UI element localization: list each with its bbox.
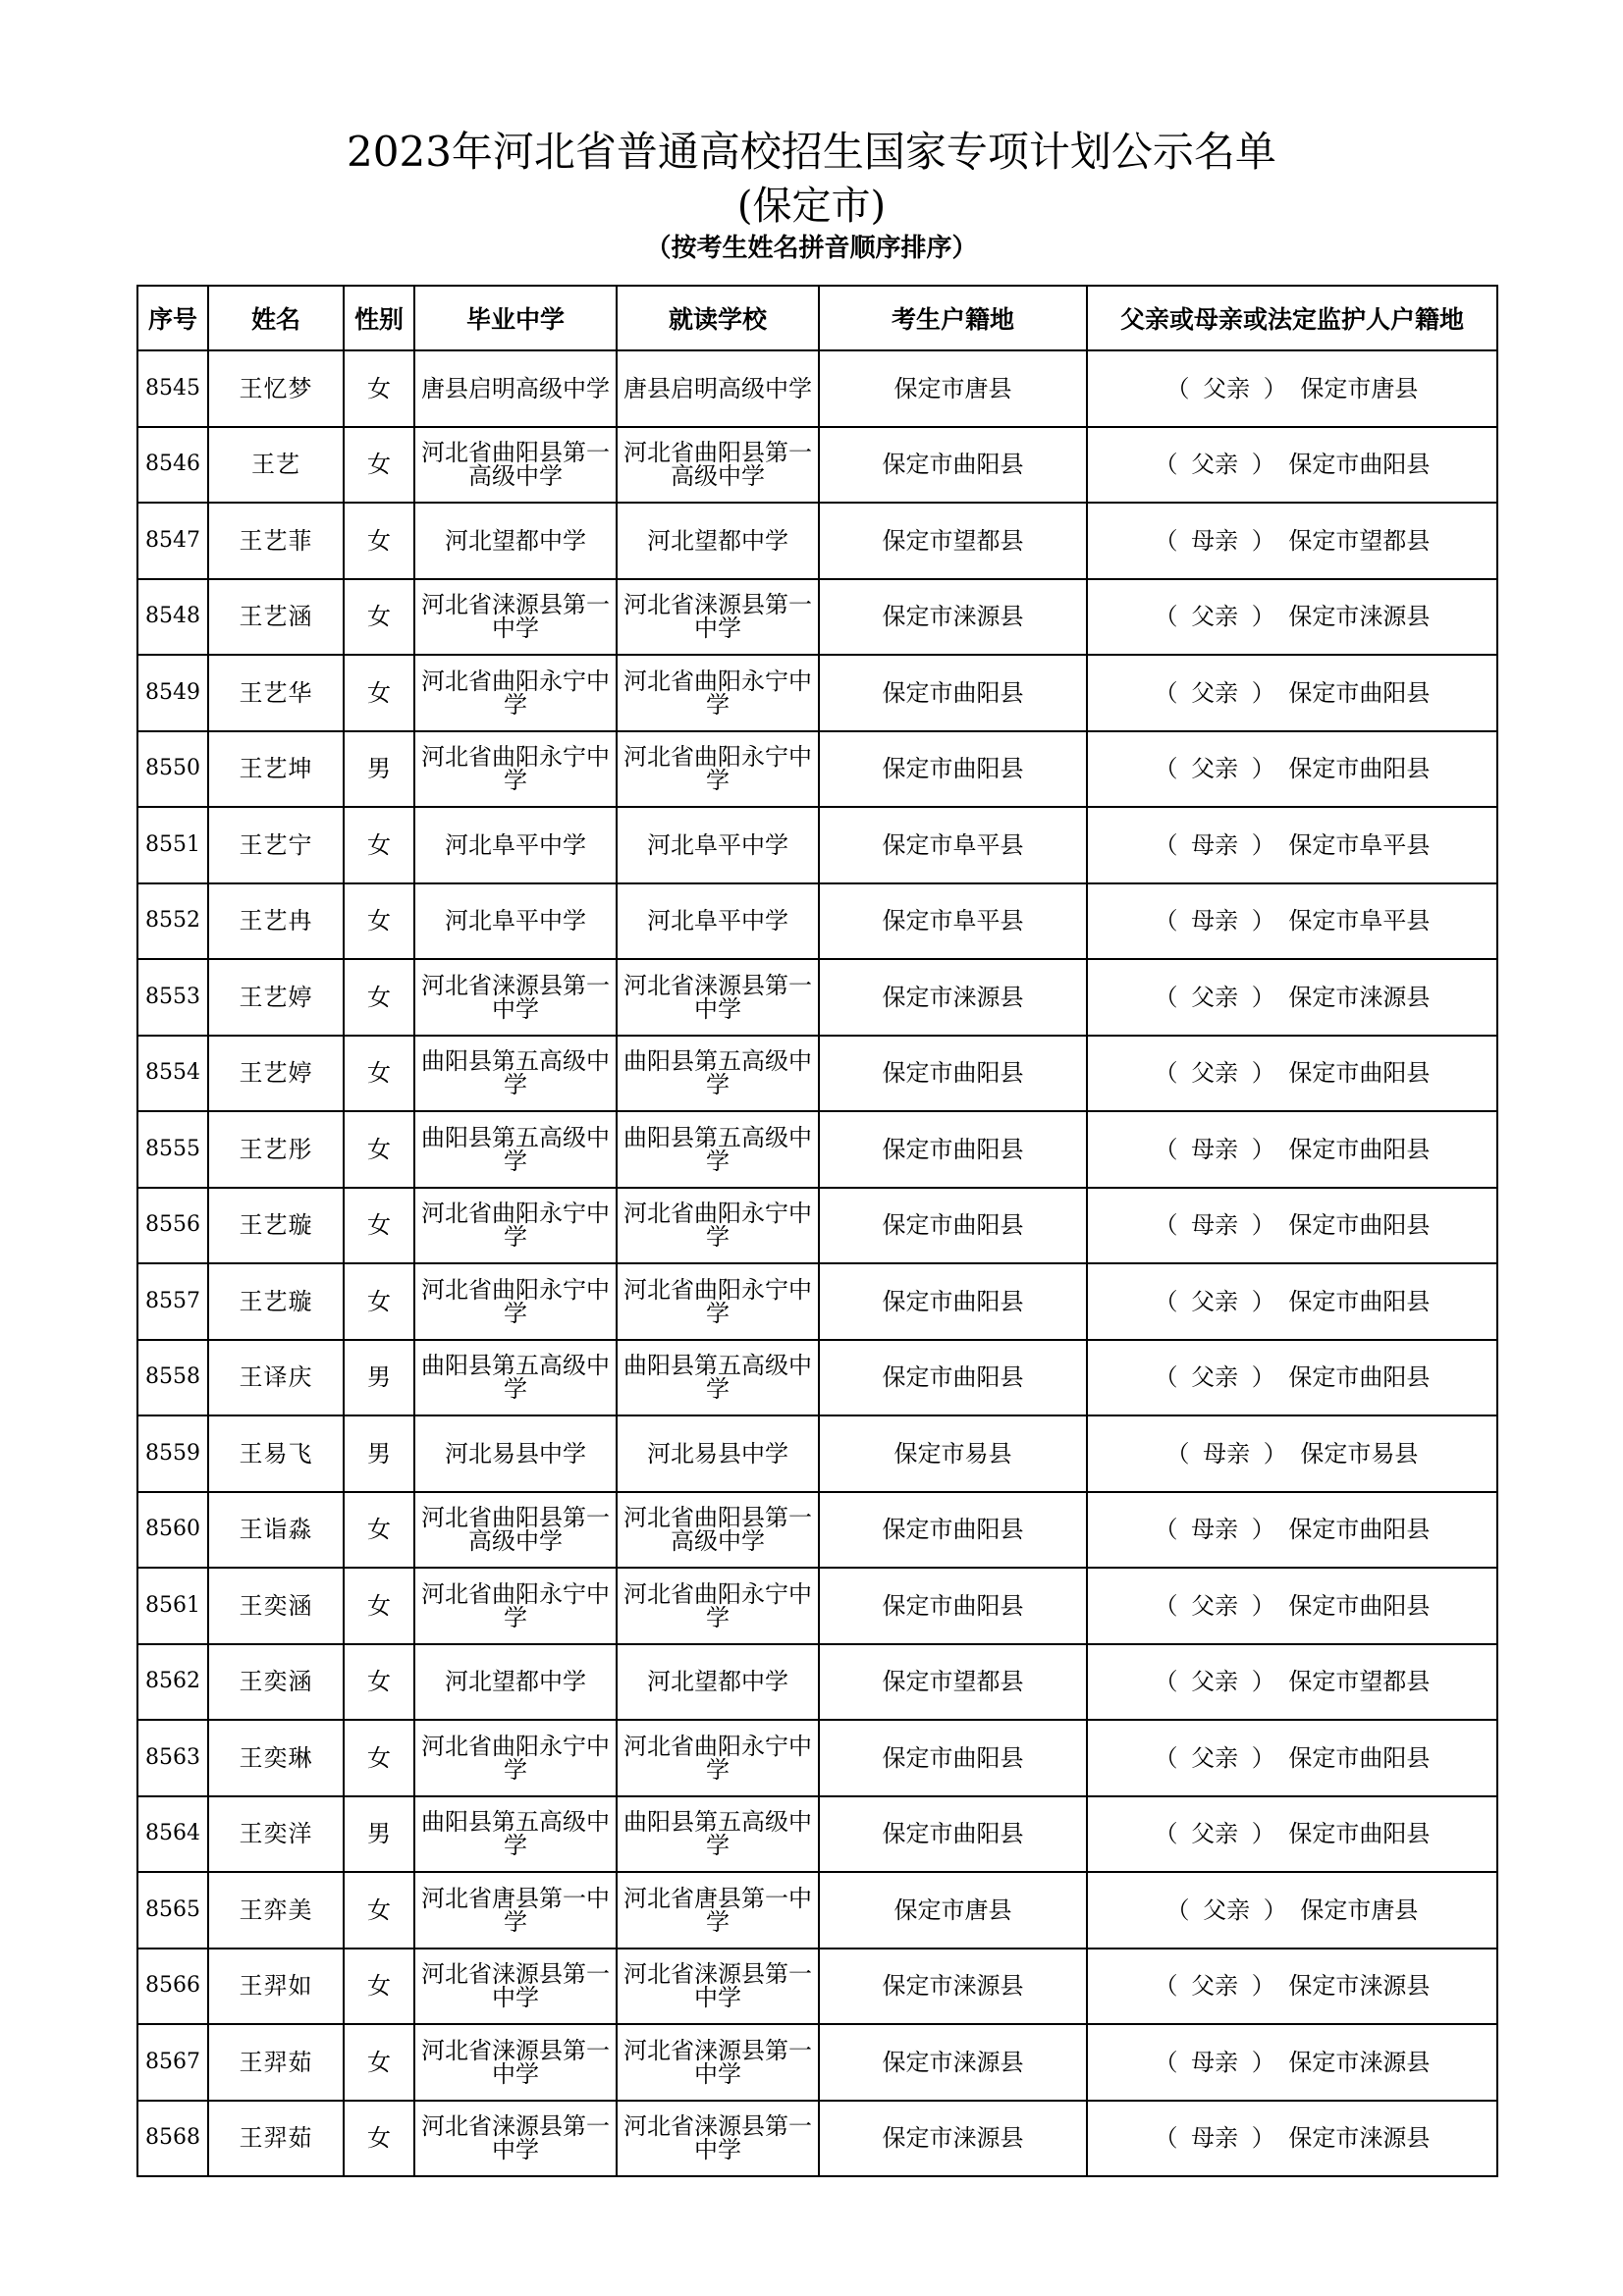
cell-current-school: 河北省曲阳永宁中学 [617, 1188, 819, 1264]
cell-household-registration: 保定市曲阳县 [819, 731, 1087, 808]
cell-household-registration: 保定市曲阳县 [819, 1796, 1087, 1873]
cell-graduated-school: 河北省涞源县第一中学 [414, 959, 617, 1036]
table-row [137, 1492, 1497, 1569]
cell-guardian-registration: （ 父亲 ） 保定市涞源县 [1087, 959, 1497, 1036]
cell-current-school: 河北阜平中学 [617, 883, 819, 960]
cell-gender: 女 [344, 1872, 414, 1949]
cell-household-registration: 保定市曲阳县 [819, 1568, 1087, 1644]
col-header-gender: 性别 [344, 286, 414, 350]
cell-current-school: 河北省曲阳县第一高级中学 [617, 1492, 819, 1569]
cell-index: 8550 [137, 731, 208, 808]
cell-guardian-registration: （ 父亲 ） 保定市曲阳县 [1087, 427, 1497, 504]
col-header-guardian-registration: 父亲或母亲或法定监护人户籍地 [1087, 286, 1497, 350]
cell-household-registration: 保定市唐县 [819, 1872, 1087, 1949]
cell-index: 8565 [137, 1872, 208, 1949]
cell-graduated-school: 河北省涞源县第一中学 [414, 2101, 617, 2177]
table-row [137, 1263, 1497, 1340]
cell-household-registration: 保定市易县 [819, 1415, 1087, 1492]
cell-gender: 女 [344, 1111, 414, 1188]
cell-current-school: 曲阳县第五高级中学 [617, 1796, 819, 1873]
cell-current-school: 河北省涞源县第一中学 [617, 579, 819, 656]
cell-household-registration: 保定市唐县 [819, 350, 1087, 427]
cell-guardian-registration: （ 母亲 ） 保定市曲阳县 [1087, 1111, 1497, 1188]
table-row [137, 427, 1497, 504]
cell-graduated-school: 河北省曲阳县第一高级中学 [414, 427, 617, 504]
col-header-graduated-school: 毕业中学 [414, 286, 617, 350]
cell-household-registration: 保定市涞源县 [819, 959, 1087, 1036]
cell-household-registration: 保定市曲阳县 [819, 655, 1087, 731]
cell-household-registration: 保定市阜平县 [819, 883, 1087, 960]
page-title: 2023年河北省普通高校招生国家专项计划公示名单 [347, 128, 1276, 176]
cell-name: 王艺彤 [208, 1111, 344, 1188]
cell-name: 王艺华 [208, 655, 344, 731]
cell-household-registration: 保定市望都县 [819, 1644, 1087, 1721]
cell-gender: 女 [344, 579, 414, 656]
cell-guardian-registration: （ 父亲 ） 保定市曲阳县 [1087, 1263, 1497, 1340]
cell-guardian-registration: （ 母亲 ） 保定市易县 [1087, 1415, 1497, 1492]
cell-household-registration: 保定市曲阳县 [819, 1036, 1087, 1112]
cell-gender: 女 [344, 1036, 414, 1112]
cell-gender: 男 [344, 1796, 414, 1873]
cell-index: 8563 [137, 1720, 208, 1796]
cell-guardian-registration: （ 母亲 ） 保定市望都县 [1087, 503, 1497, 579]
cell-guardian-registration: （ 父亲 ） 保定市涞源县 [1087, 579, 1497, 656]
cell-current-school: 河北省涞源县第一中学 [617, 2101, 819, 2177]
cell-current-school: 河北省唐县第一中学 [617, 1872, 819, 1949]
table-row [137, 807, 1497, 883]
table-row [137, 1568, 1497, 1644]
cell-name: 王羿茹 [208, 2024, 344, 2101]
cell-index: 8547 [137, 503, 208, 579]
cell-current-school: 河北省曲阳县第一高级中学 [617, 427, 819, 504]
cell-name: 王艺璇 [208, 1263, 344, 1340]
table-row [137, 1644, 1497, 1721]
cell-gender: 男 [344, 1415, 414, 1492]
cell-name: 王艺宁 [208, 807, 344, 883]
cell-index: 8566 [137, 1949, 208, 2025]
table-row [137, 1036, 1497, 1112]
cell-gender: 女 [344, 427, 414, 504]
cell-household-registration: 保定市曲阳县 [819, 1492, 1087, 1569]
cell-name: 王译庆 [208, 1340, 344, 1416]
cell-guardian-registration: （ 父亲 ） 保定市曲阳县 [1087, 1340, 1497, 1416]
cell-household-registration: 保定市涞源县 [819, 2024, 1087, 2101]
cell-graduated-school: 河北省涞源县第一中学 [414, 579, 617, 656]
cell-gender: 女 [344, 883, 414, 960]
cell-gender: 女 [344, 1949, 414, 2025]
cell-index: 8568 [137, 2101, 208, 2177]
cell-index: 8567 [137, 2024, 208, 2101]
cell-index: 8552 [137, 883, 208, 960]
table-row [137, 503, 1497, 579]
cell-gender: 女 [344, 807, 414, 883]
table-row [137, 959, 1497, 1036]
cell-guardian-registration: （ 父亲 ） 保定市望都县 [1087, 1644, 1497, 1721]
cell-household-registration: 保定市涞源县 [819, 1949, 1087, 2025]
cell-household-registration: 保定市涞源县 [819, 2101, 1087, 2177]
cell-index: 8548 [137, 579, 208, 656]
cell-gender: 女 [344, 1263, 414, 1340]
cell-current-school: 河北省曲阳永宁中学 [617, 1568, 819, 1644]
cell-name: 王艺璇 [208, 1188, 344, 1264]
cell-graduated-school: 河北省曲阳永宁中学 [414, 1720, 617, 1796]
cell-guardian-registration: （ 母亲 ） 保定市曲阳县 [1087, 1188, 1497, 1264]
cell-name: 王艺涵 [208, 579, 344, 656]
cell-graduated-school: 河北易县中学 [414, 1415, 617, 1492]
cell-current-school: 河北省曲阳永宁中学 [617, 731, 819, 808]
cell-household-registration: 保定市曲阳县 [819, 427, 1087, 504]
cell-gender: 女 [344, 959, 414, 1036]
cell-graduated-school: 河北省曲阳永宁中学 [414, 1568, 617, 1644]
cell-guardian-registration: （ 母亲 ） 保定市阜平县 [1087, 807, 1497, 883]
cell-graduated-school: 河北阜平中学 [414, 883, 617, 960]
cell-guardian-registration: （ 母亲 ） 保定市涞源县 [1087, 2024, 1497, 2101]
col-header-current-school: 就读学校 [617, 286, 819, 350]
table-row [137, 731, 1497, 808]
cell-household-registration: 保定市曲阳县 [819, 1188, 1087, 1264]
cell-name: 王奕琳 [208, 1720, 344, 1796]
cell-gender: 女 [344, 1720, 414, 1796]
cell-guardian-registration: （ 父亲 ） 保定市曲阳县 [1087, 731, 1497, 808]
cell-index: 8556 [137, 1188, 208, 1264]
cell-index: 8553 [137, 959, 208, 1036]
cell-name: 王忆梦 [208, 350, 344, 427]
cell-index: 8562 [137, 1644, 208, 1721]
table-row [137, 655, 1497, 731]
cell-graduated-school: 曲阳县第五高级中学 [414, 1340, 617, 1416]
cell-gender: 女 [344, 655, 414, 731]
cell-household-registration: 保定市曲阳县 [819, 1340, 1087, 1416]
cell-name: 王羿如 [208, 1949, 344, 2025]
cell-graduated-school: 曲阳县第五高级中学 [414, 1796, 617, 1873]
cell-household-registration: 保定市涞源县 [819, 579, 1087, 656]
cell-graduated-school: 唐县启明高级中学 [414, 350, 617, 427]
cell-index: 8564 [137, 1796, 208, 1873]
cell-gender: 女 [344, 1568, 414, 1644]
cell-household-registration: 保定市曲阳县 [819, 1263, 1087, 1340]
cell-index: 8551 [137, 807, 208, 883]
col-header-name: 姓名 [208, 286, 344, 350]
cell-gender: 女 [344, 1492, 414, 1569]
table-row [137, 1340, 1497, 1416]
cell-current-school: 唐县启明高级中学 [617, 350, 819, 427]
table-row [137, 2101, 1497, 2177]
cell-index: 8557 [137, 1263, 208, 1340]
cell-graduated-school: 河北望都中学 [414, 503, 617, 579]
cell-current-school: 河北省涞源县第一中学 [617, 2024, 819, 2101]
cell-current-school: 曲阳县第五高级中学 [617, 1111, 819, 1188]
cell-household-registration: 保定市曲阳县 [819, 1720, 1087, 1796]
cell-gender: 女 [344, 1644, 414, 1721]
cell-gender: 女 [344, 1188, 414, 1264]
cell-graduated-school: 河北望都中学 [414, 1644, 617, 1721]
cell-graduated-school: 河北省曲阳县第一高级中学 [414, 1492, 617, 1569]
cell-name: 王奕涵 [208, 1568, 344, 1644]
cell-current-school: 河北省曲阳永宁中学 [617, 655, 819, 731]
cell-index: 8545 [137, 350, 208, 427]
cell-guardian-registration: （ 父亲 ） 保定市涞源县 [1087, 1949, 1497, 2025]
table-row [137, 1796, 1497, 1873]
cell-index: 8558 [137, 1340, 208, 1416]
cell-index: 8555 [137, 1111, 208, 1188]
cell-gender: 男 [344, 1340, 414, 1416]
col-header-index: 序号 [137, 286, 208, 350]
table-row [137, 1720, 1497, 1796]
cell-guardian-registration: （ 父亲 ） 保定市唐县 [1087, 350, 1497, 427]
cell-name: 王艺婷 [208, 959, 344, 1036]
table-row [137, 1111, 1497, 1188]
cell-name: 王艺菲 [208, 503, 344, 579]
cell-name: 王诣淼 [208, 1492, 344, 1569]
sort-note: （按考生姓名拼音顺序排序） [645, 234, 978, 263]
cell-index: 8559 [137, 1415, 208, 1492]
cell-current-school: 河北省曲阳永宁中学 [617, 1720, 819, 1796]
cell-index: 8549 [137, 655, 208, 731]
table-row [137, 1415, 1497, 1492]
cell-household-registration: 保定市阜平县 [819, 807, 1087, 883]
cell-gender: 男 [344, 731, 414, 808]
cell-current-school: 河北省曲阳永宁中学 [617, 1263, 819, 1340]
cell-guardian-registration: （ 父亲 ） 保定市曲阳县 [1087, 1720, 1497, 1796]
cell-index: 8546 [137, 427, 208, 504]
cell-name: 王羿茹 [208, 2101, 344, 2177]
cell-current-school: 河北望都中学 [617, 503, 819, 579]
cell-name: 王易飞 [208, 1415, 344, 1492]
cell-guardian-registration: （ 父亲 ） 保定市曲阳县 [1087, 655, 1497, 731]
cell-current-school: 河北省涞源县第一中学 [617, 1949, 819, 2025]
cell-name: 王艺冉 [208, 883, 344, 960]
cell-graduated-school: 河北省曲阳永宁中学 [414, 655, 617, 731]
cell-name: 王艺婷 [208, 1036, 344, 1112]
cell-guardian-registration: （ 母亲 ） 保定市曲阳县 [1087, 1492, 1497, 1569]
cell-guardian-registration: （ 父亲 ） 保定市曲阳县 [1087, 1796, 1497, 1873]
cell-current-school: 曲阳县第五高级中学 [617, 1340, 819, 1416]
cell-current-school: 河北省涞源县第一中学 [617, 959, 819, 1036]
cell-current-school: 曲阳县第五高级中学 [617, 1036, 819, 1112]
page-subtitle: (保定市) [736, 184, 887, 229]
cell-current-school: 河北阜平中学 [617, 807, 819, 883]
cell-guardian-registration: （ 父亲 ） 保定市唐县 [1087, 1872, 1497, 1949]
cell-name: 王艺坤 [208, 731, 344, 808]
cell-name: 王弈美 [208, 1872, 344, 1949]
cell-index: 8554 [137, 1036, 208, 1112]
cell-name: 王艺 [208, 427, 344, 504]
cell-household-registration: 保定市望都县 [819, 503, 1087, 579]
cell-index: 8560 [137, 1492, 208, 1569]
roster-table [136, 285, 1498, 2177]
cell-guardian-registration: （ 母亲 ） 保定市涞源县 [1087, 2101, 1497, 2177]
cell-graduated-school: 河北省涞源县第一中学 [414, 1949, 617, 2025]
cell-graduated-school: 河北阜平中学 [414, 807, 617, 883]
cell-graduated-school: 河北省唐县第一中学 [414, 1872, 617, 1949]
cell-index: 8561 [137, 1568, 208, 1644]
cell-graduated-school: 曲阳县第五高级中学 [414, 1036, 617, 1112]
cell-graduated-school: 河北省曲阳永宁中学 [414, 1263, 617, 1340]
cell-current-school: 河北易县中学 [617, 1415, 819, 1492]
table-row [137, 1949, 1497, 2025]
cell-gender: 女 [344, 2024, 414, 2101]
cell-gender: 女 [344, 2101, 414, 2177]
table-row [137, 1872, 1497, 1949]
cell-guardian-registration: （ 父亲 ） 保定市曲阳县 [1087, 1036, 1497, 1112]
cell-graduated-school: 河北省曲阳永宁中学 [414, 731, 617, 808]
cell-current-school: 河北望都中学 [617, 1644, 819, 1721]
table-row [137, 883, 1497, 960]
cell-gender: 女 [344, 503, 414, 579]
cell-guardian-registration: （ 父亲 ） 保定市曲阳县 [1087, 1568, 1497, 1644]
table-row [137, 1188, 1497, 1264]
table-row [137, 579, 1497, 656]
cell-graduated-school: 河北省曲阳永宁中学 [414, 1188, 617, 1264]
table-row [137, 350, 1497, 427]
cell-name: 王奕洋 [208, 1796, 344, 1873]
cell-gender: 女 [344, 350, 414, 427]
table-row [137, 2024, 1497, 2101]
col-header-household-registration: 考生户籍地 [819, 286, 1087, 350]
cell-guardian-registration: （ 母亲 ） 保定市阜平县 [1087, 883, 1497, 960]
table-header-row [137, 286, 1497, 350]
cell-graduated-school: 曲阳县第五高级中学 [414, 1111, 617, 1188]
cell-graduated-school: 河北省涞源县第一中学 [414, 2024, 617, 2101]
cell-name: 王奕涵 [208, 1644, 344, 1721]
cell-household-registration: 保定市曲阳县 [819, 1111, 1087, 1188]
